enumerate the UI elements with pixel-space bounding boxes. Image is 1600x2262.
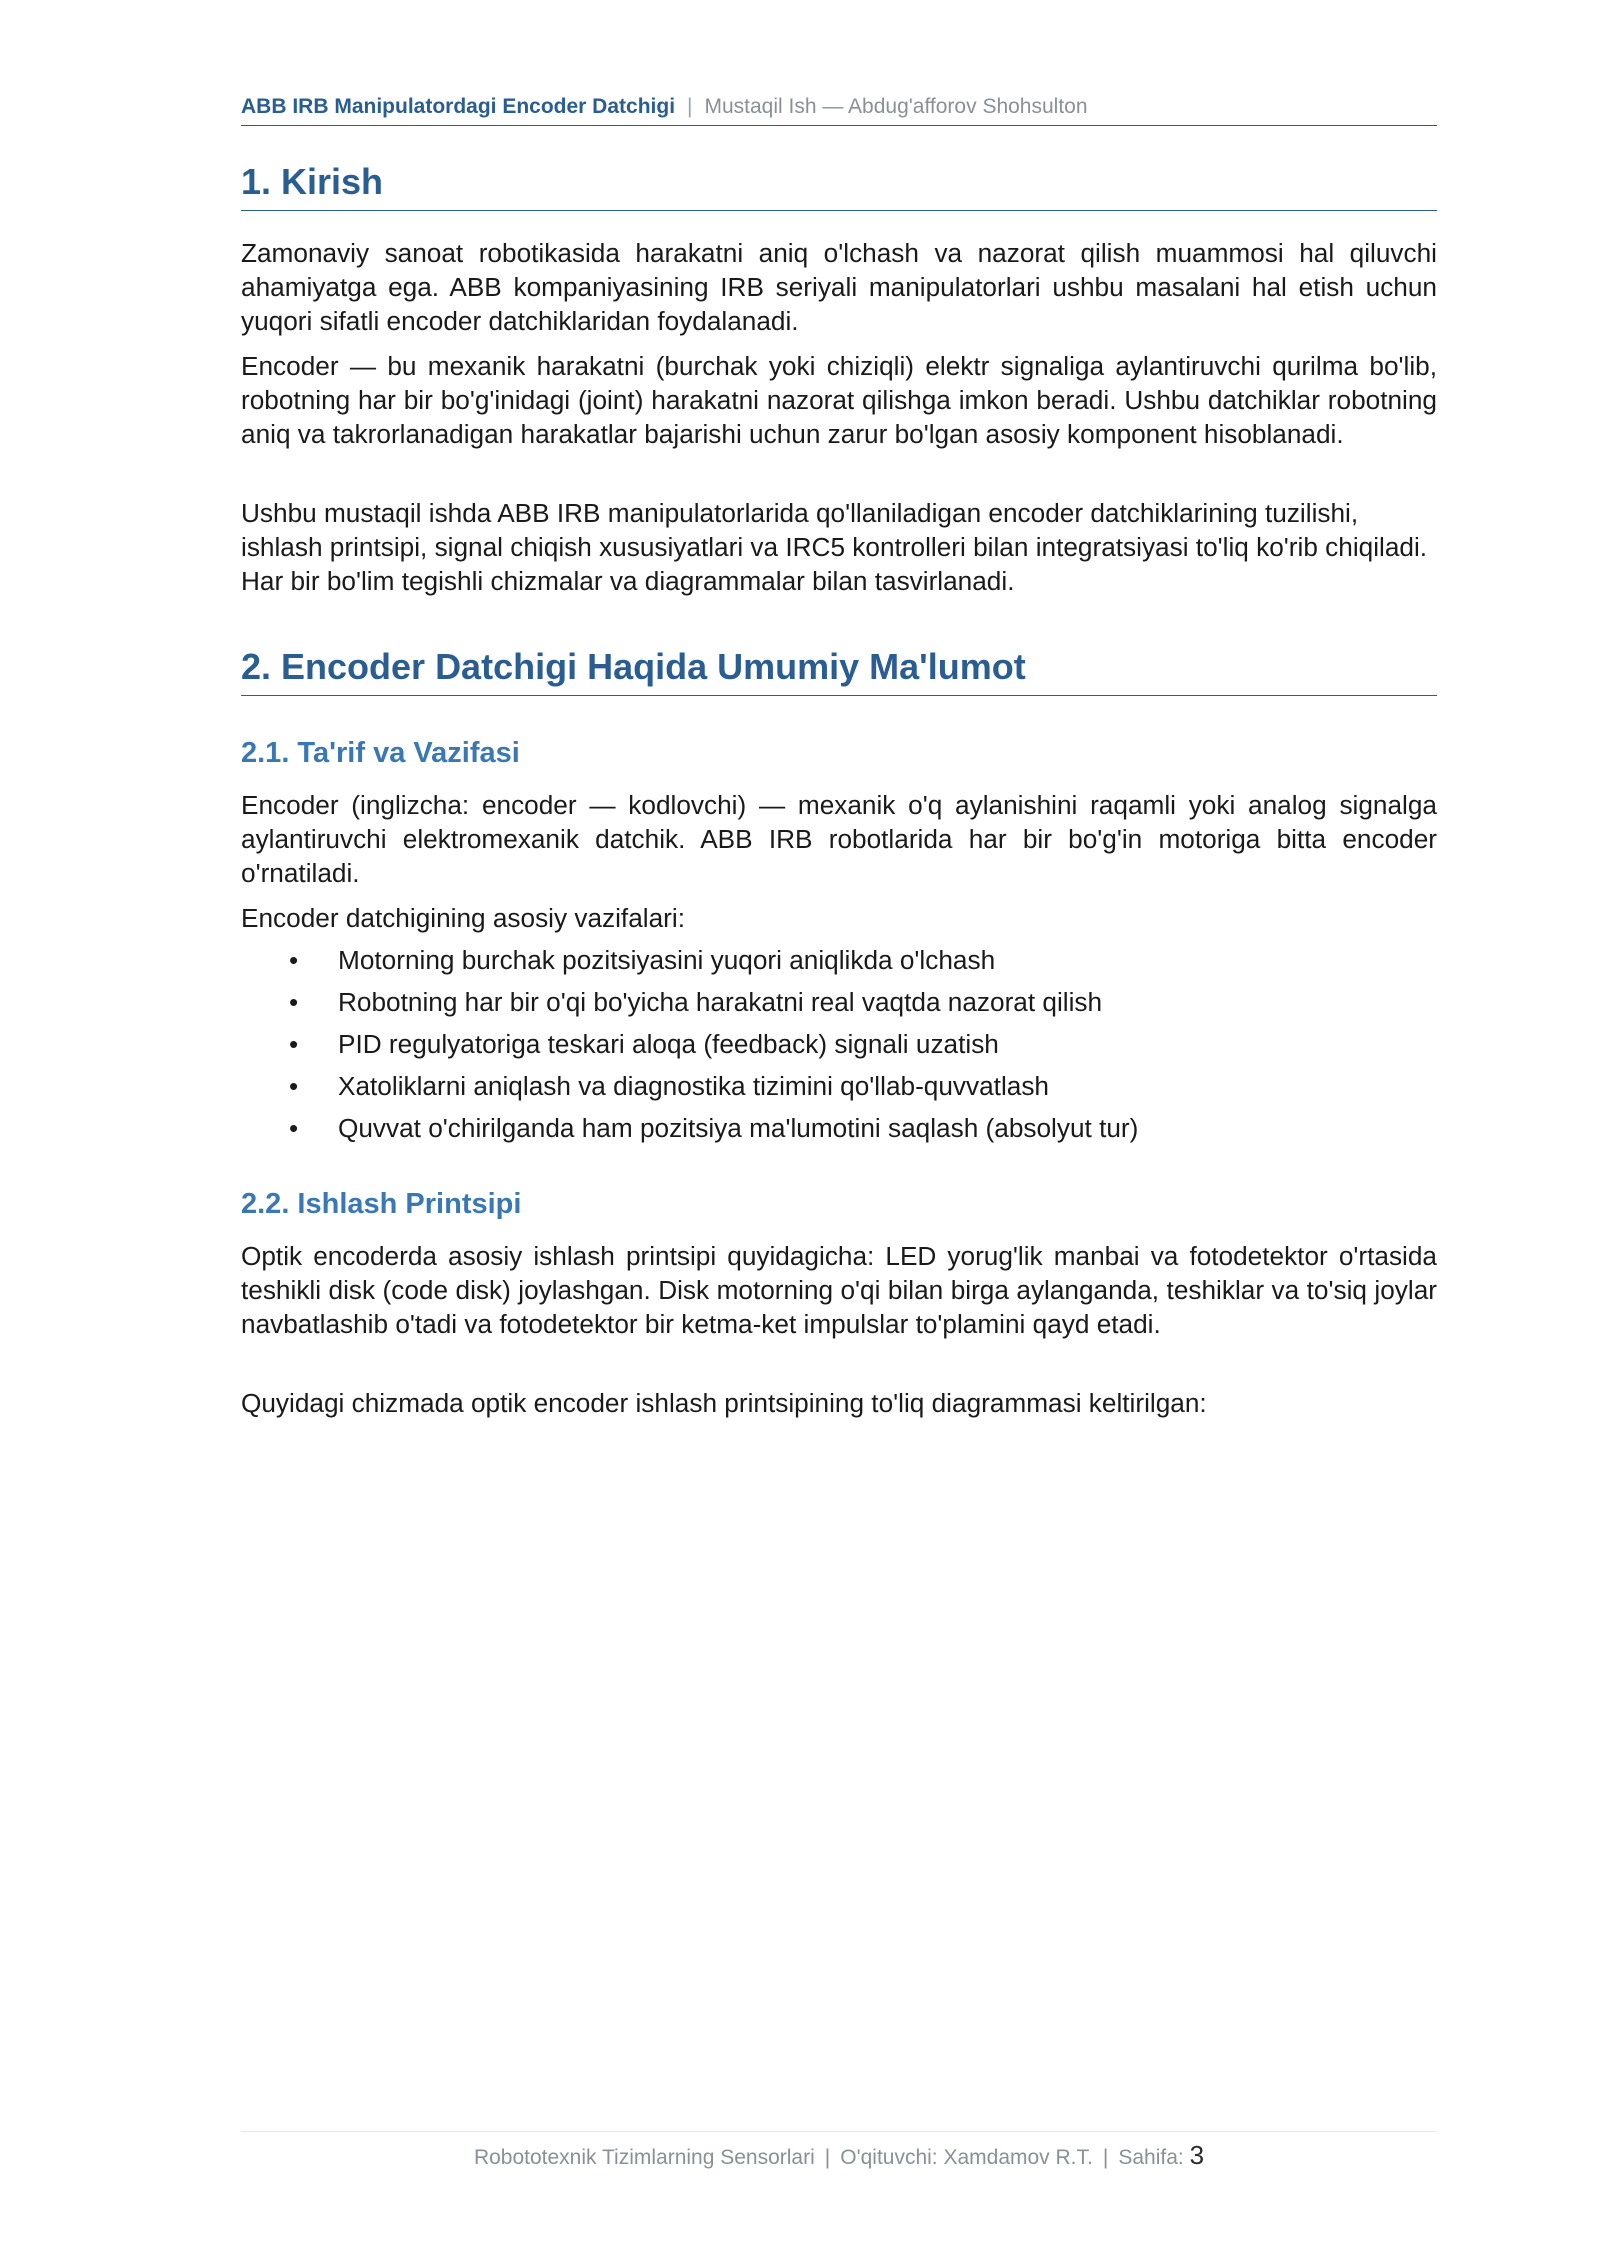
principle-paragraph: Optik encoderda asosiy ishlash printsipi quyidagicha: LED yorug'lik manbai va fotodetektor o'rtasida teshikli disk (code disk) joylashgan. Disk motorning o'qi bilan birga aylanganda, teshiklar va to'siq joylar navbatlashib o'tadi va fotodetektor bir ketma-ket impulslar to'plamini qayd etadi. [241,1241,1437,1339]
subsection-2-2-heading: 2.2. Ishlash Printsipi [241,1188,522,1220]
functions-list [241,943,1437,1153]
section-2-heading: 2. Encoder Datchigi Haqida Umumiy Ma'lumot [241,645,1437,696]
intro-paragraph-2: Encoder — bu mexanik harakatni (burchak yoki chiziqli) elektr signaliga aylantiruvchi qurilma bo'lib, robotning har bir bo'g'inidagi (joint) harakatni nazorat qilishga imkon beradi. Ushbu datchiklar robotning aniq va takrorlanadigan harakatlar bajarishi uchun zarur bo'lgan asosiy komponent hisoblanadi. [241,351,1437,449]
bullet-icon: • [289,987,299,1017]
subsection-2-1-heading: 2.1. Ta'rif va Vazifasi [241,737,520,769]
list-item: • Xatoliklarni aniqlash va diagnostika tizimini qo'llab-quvvatlash [289,1071,1049,1101]
intro-paragraph-1: Zamonaviy sanoat robotikasida harakatni aniq o'lchash va nazorat qilish muammosi hal qiluvchi ahamiyatga ega. ABB kompaniyasining IRB seriyali manipulatorlari ushbu masalani hal etish uchun yuqori sifatli encoder datchiklaridan foydalanadi. [241,238,1437,336]
header-title: ABB IRB Manipulatordagi Encoder Datchigi [241,95,676,118]
footer-separator: | [1102,2146,1109,2169]
bullet-icon: • [289,1071,299,1101]
footer-page-label: Sahifa: [1118,2146,1184,2169]
intro-paragraph-3: Ushbu mustaqil ishda ABB IRB manipulatorlarida qo'llaniladigan encoder datchiklarining tuzilishi, ishlash printsipi, signal chiqish xususiyatlari va IRC5 kontrolleri bilan integratsiyasi to'liq ko'rib chiqiladi. Har bir bo'lim tegishli chizmalar va diagrammalar bilan tasvirlanadi. [241,498,1428,596]
section-1-heading: 1. Kirish [241,160,1437,211]
header-subtitle: Mustaqil Ish — Abdug'afforov Shohsulton [704,95,1088,118]
list-item: • PID regulyatoriga teskari aloqa (feedback) signali uzatish [289,1029,999,1059]
header-separator: | [687,95,693,118]
running-header [241,95,1437,126]
footer-separator: | [824,2146,831,2169]
list-item: • Robotning har bir o'qi bo'yicha harakatni real vaqtda nazorat qilish [289,987,1103,1017]
diagram-intro: Quyidagi chizmada optik encoder ishlash printsipining to'liq diagrammasi keltirilgan: [241,1388,1207,1418]
bullet-icon: • [289,945,299,975]
bullet-icon: • [289,1113,299,1143]
bullet-icon: • [289,1029,299,1059]
page-footer [241,2140,1437,2171]
functions-intro: Encoder datchigining asosiy vazifalari: [241,903,685,933]
footer-course: Robototexnik Tizimlarning Sensorlari [473,2146,815,2169]
page-number: 3 [1189,2140,1205,2170]
footer-divider [241,2131,1437,2132]
definition-paragraph: Encoder (inglizcha: encoder — kodlovchi) — mexanik o'q aylanishini raqamli yoki analog signalga aylantiruvchi elektromexanik datchik. ABB IRB robotlarida har bir bo'g'in motoriga bitta encoder o'rnatiladi. [241,790,1437,888]
document-page [241,0,1437,2262]
footer-teacher: O'qituvchi: Xamdamov R.T. [840,2146,1093,2169]
list-item: • Quvvat o'chirilganda ham pozitsiya ma'lumotini saqlash (absolyut tur) [289,1113,1139,1143]
list-item: • Motorning burchak pozitsiyasini yuqori aniqlikda o'lchash [289,945,996,975]
